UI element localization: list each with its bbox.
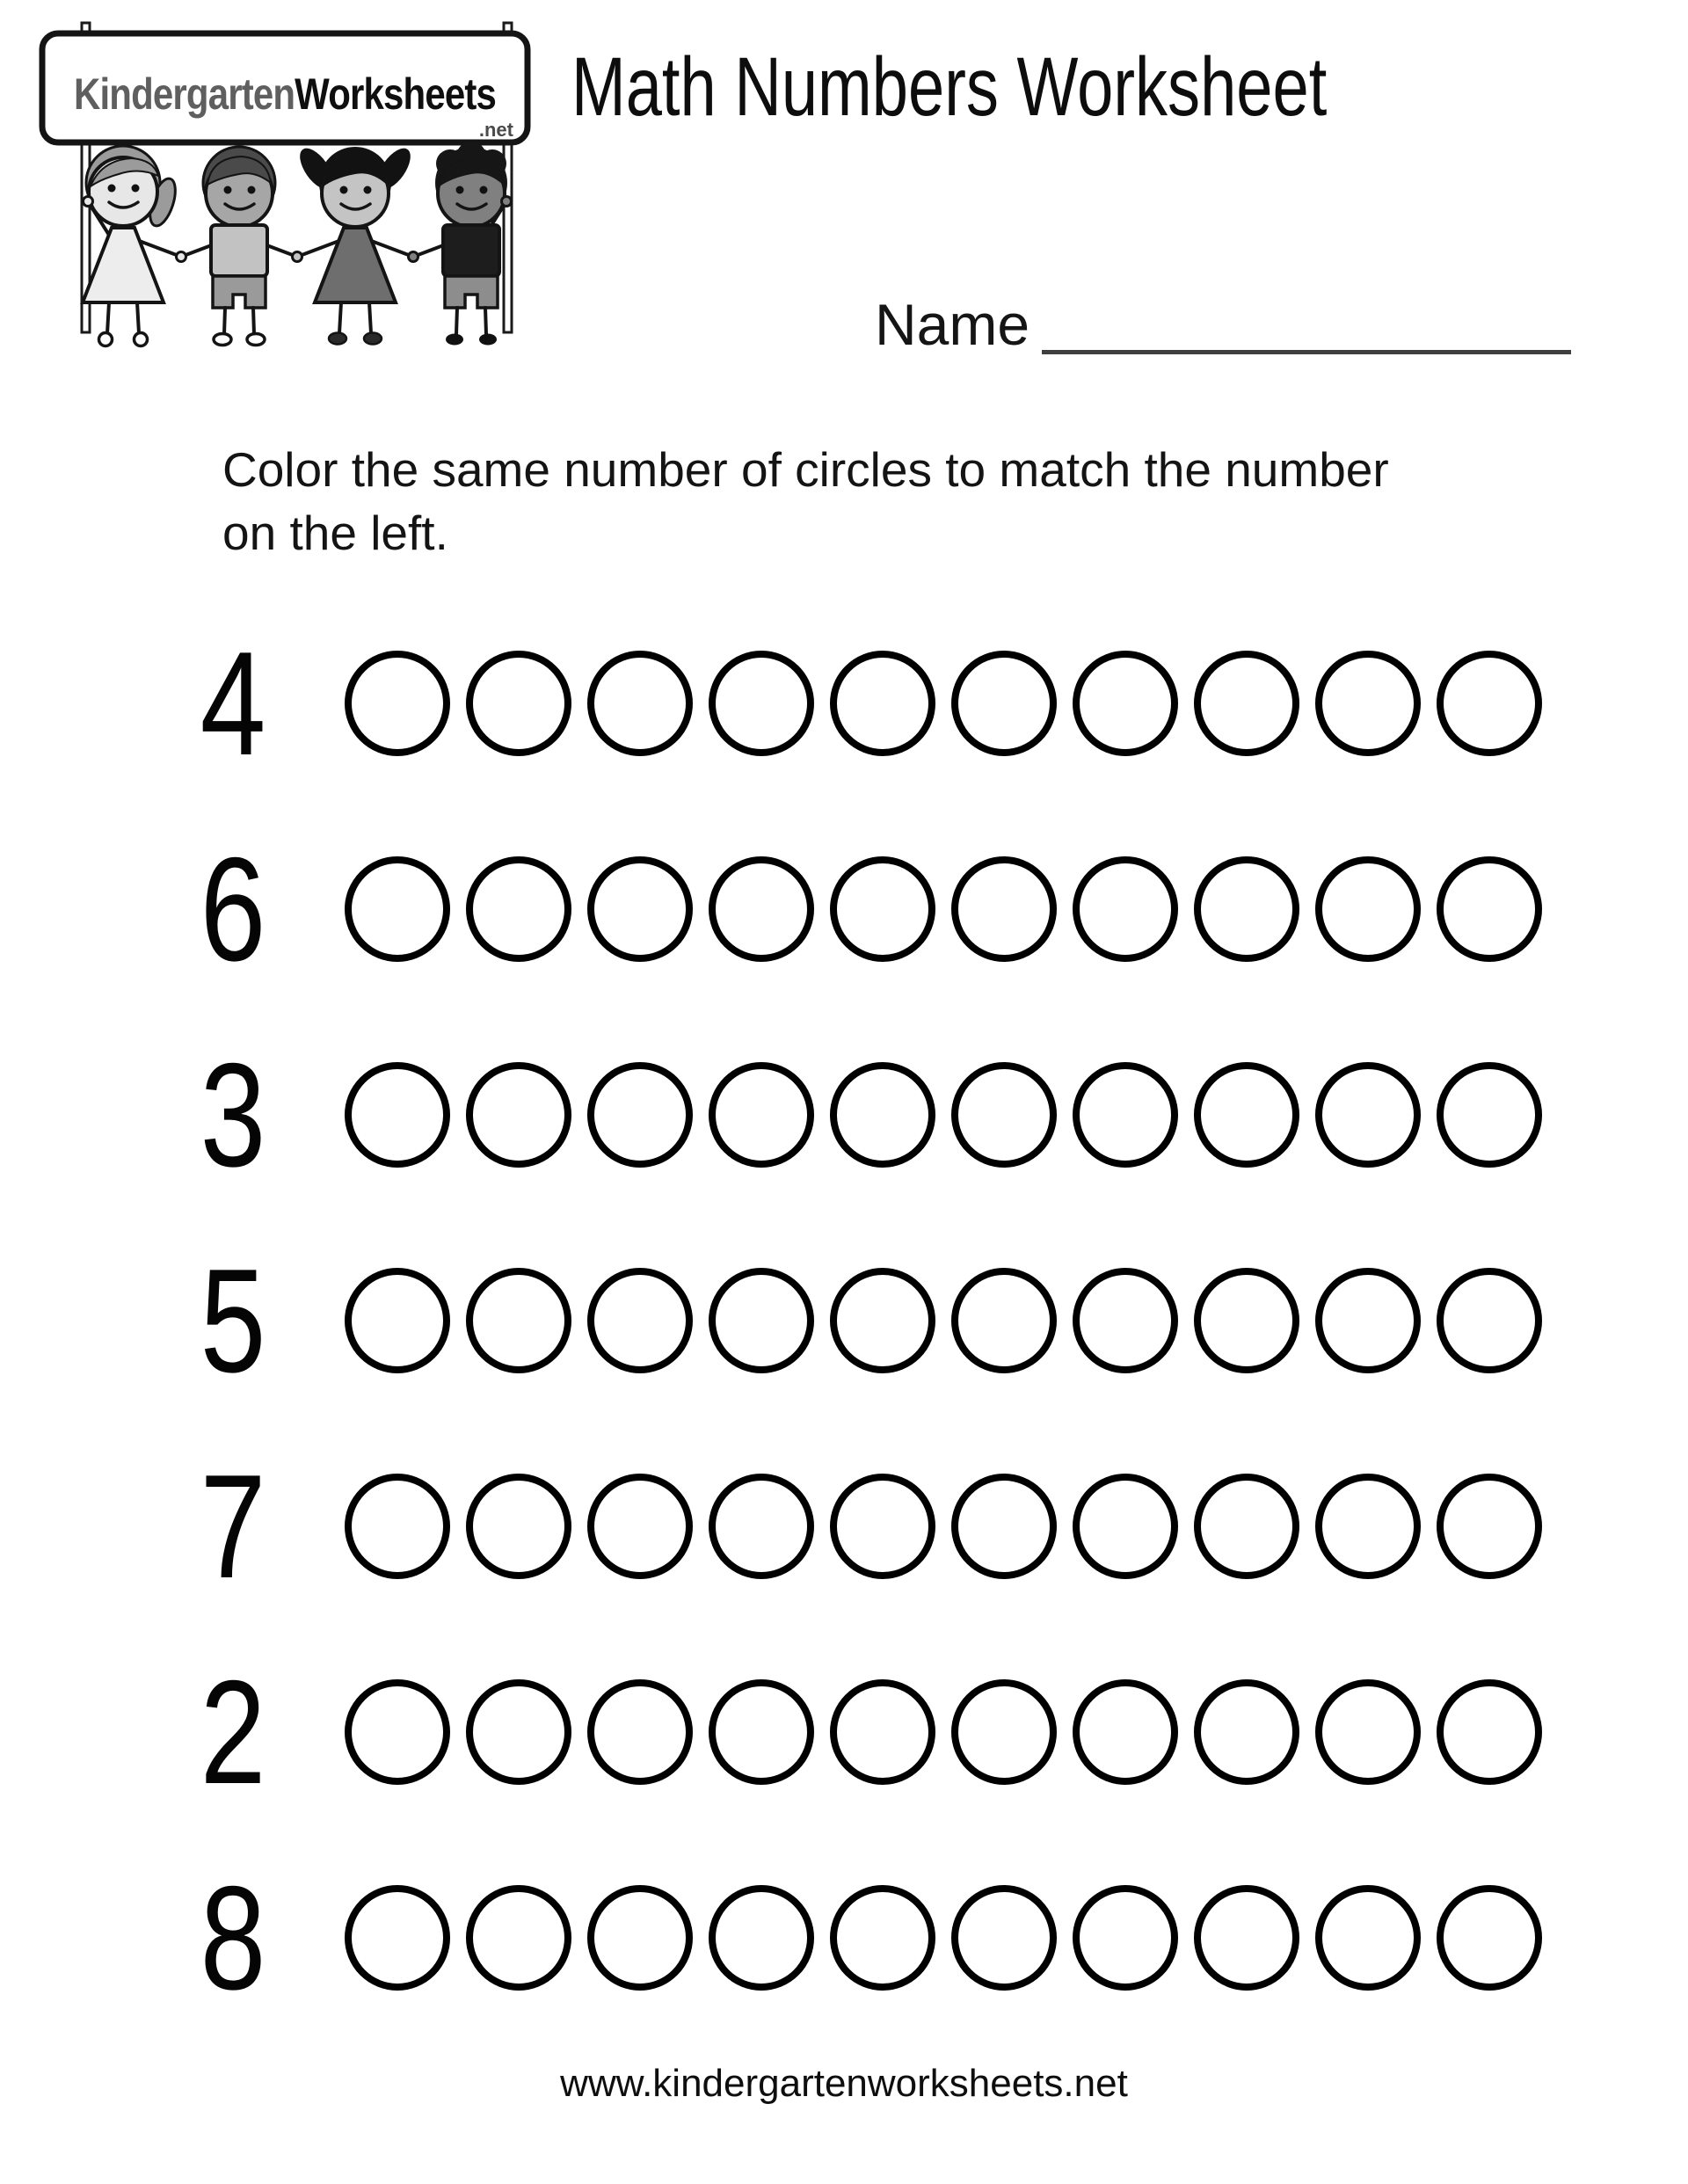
- circle: [1437, 1885, 1542, 1991]
- page-title: Math Numbers Worksheet: [571, 40, 1328, 134]
- circle: [1073, 1268, 1178, 1373]
- circle: [951, 1679, 1057, 1785]
- circle: [587, 1062, 693, 1168]
- circle: [345, 1885, 450, 1991]
- circle: [830, 1885, 935, 1991]
- kindergarten-worksheets-logo: [35, 19, 545, 371]
- footer-url: www.kindergartenworksheets.net: [560, 2062, 1128, 2105]
- logo-illustration: [35, 19, 545, 371]
- worksheet-row: [141, 1835, 1542, 2041]
- worksheet-row: [141, 1218, 1542, 1423]
- circle: [1073, 1679, 1178, 1785]
- circle: [830, 1062, 935, 1168]
- kid-figure-boy-2: [409, 142, 512, 346]
- worksheet-row: [141, 806, 1542, 1012]
- circle: [1315, 651, 1421, 756]
- circle: [587, 856, 693, 962]
- instructions-line-1: Color the same number of circles to match the number: [222, 442, 1389, 497]
- worksheet-rows: [141, 601, 1542, 2041]
- kid3-dress: [315, 228, 396, 302]
- circle: [466, 651, 571, 756]
- circle: [345, 1268, 450, 1373]
- worksheet-row: [141, 1423, 1542, 1629]
- circle: [951, 856, 1057, 962]
- circle: [830, 1268, 935, 1373]
- circle: [466, 1679, 571, 1785]
- circle: [587, 1268, 693, 1373]
- kid2-shirt: [211, 225, 267, 276]
- kid2-shorts: [213, 276, 266, 308]
- circle: [951, 651, 1057, 756]
- circle: [1315, 1885, 1421, 1991]
- row-number: 2: [200, 1649, 266, 1815]
- kid-figure-boy-1: [177, 147, 298, 346]
- kid1-dress: [83, 228, 164, 302]
- circle: [466, 856, 571, 962]
- circle: [1437, 1268, 1542, 1373]
- circle: [587, 1679, 693, 1785]
- circle: [1073, 856, 1178, 962]
- row-number: 6: [200, 826, 266, 992]
- row-circles: [345, 1474, 1542, 1579]
- row-circles: [345, 1885, 1542, 1991]
- worksheet-row: [141, 1012, 1542, 1218]
- circle: [1437, 856, 1542, 962]
- circle: [951, 1885, 1057, 1991]
- circle: [709, 651, 814, 756]
- circle: [830, 1474, 935, 1579]
- circle: [345, 1062, 450, 1168]
- circle: [587, 651, 693, 756]
- circle: [1194, 1474, 1299, 1579]
- circle: [1073, 1474, 1178, 1579]
- logo-kids-illustration: [83, 142, 512, 346]
- logo-brand-part1: Kindergarten: [74, 69, 338, 119]
- circle: [1315, 1679, 1421, 1785]
- circle: [709, 1062, 814, 1168]
- circle: [709, 856, 814, 962]
- circle: [1194, 1062, 1299, 1168]
- row-number: 4: [200, 621, 266, 786]
- circle: [1315, 1474, 1421, 1579]
- row-circles: [345, 1268, 1542, 1373]
- circle: [951, 1062, 1057, 1168]
- circle: [1437, 1679, 1542, 1785]
- circle: [709, 1268, 814, 1373]
- row-circles: [345, 1679, 1542, 1785]
- logo-brand-text: [74, 69, 535, 119]
- row-number: 5: [200, 1238, 266, 1403]
- circle: [709, 1474, 814, 1579]
- circle: [466, 1268, 571, 1373]
- worksheet-row: [141, 601, 1542, 806]
- circle: [1194, 1268, 1299, 1373]
- instructions-line-2: on the left.: [222, 506, 448, 560]
- circle: [709, 1679, 814, 1785]
- circle: [709, 1885, 814, 1991]
- circle: [830, 651, 935, 756]
- circle: [830, 1679, 935, 1785]
- circle: [1437, 651, 1542, 756]
- circle: [1437, 1474, 1542, 1579]
- row-circles: [345, 856, 1542, 962]
- row-circles: [345, 651, 1542, 756]
- circle: [466, 1885, 571, 1991]
- circle: [345, 1679, 450, 1785]
- circle: [466, 1474, 571, 1579]
- circle: [1194, 1885, 1299, 1991]
- circle: [830, 856, 935, 962]
- row-number: 8: [200, 1855, 266, 2020]
- logo-brand-suffix: .net: [478, 119, 513, 141]
- name-blank-line: [1042, 350, 1571, 354]
- circle: [1073, 1062, 1178, 1168]
- circle: [345, 856, 450, 962]
- kid-figure-girl-2: [293, 142, 418, 344]
- circle: [345, 651, 450, 756]
- kid4-shirt: [443, 225, 499, 276]
- instructions: [222, 438, 1389, 564]
- circle: [1073, 651, 1178, 756]
- circle: [466, 1062, 571, 1168]
- circle: [951, 1268, 1057, 1373]
- circle: [345, 1474, 450, 1579]
- logo-brand-part2: Worksheets: [295, 69, 535, 119]
- circle: [1194, 651, 1299, 756]
- kid4-shorts: [445, 276, 498, 308]
- row-circles: [345, 1062, 1542, 1168]
- circle: [951, 1474, 1057, 1579]
- circle: [1437, 1062, 1542, 1168]
- circle: [1315, 1268, 1421, 1373]
- circle: [1194, 1679, 1299, 1785]
- circle: [587, 1474, 693, 1579]
- kid-figure-girl-1: [83, 146, 181, 346]
- circle: [1073, 1885, 1178, 1991]
- row-number: 3: [200, 1032, 266, 1198]
- worksheet-row: [141, 1629, 1542, 1835]
- circle: [587, 1885, 693, 1991]
- circle: [1194, 856, 1299, 962]
- circle: [1315, 1062, 1421, 1168]
- circle: [1315, 856, 1421, 962]
- name-label: Name: [875, 292, 1030, 357]
- row-number: 7: [200, 1444, 266, 1609]
